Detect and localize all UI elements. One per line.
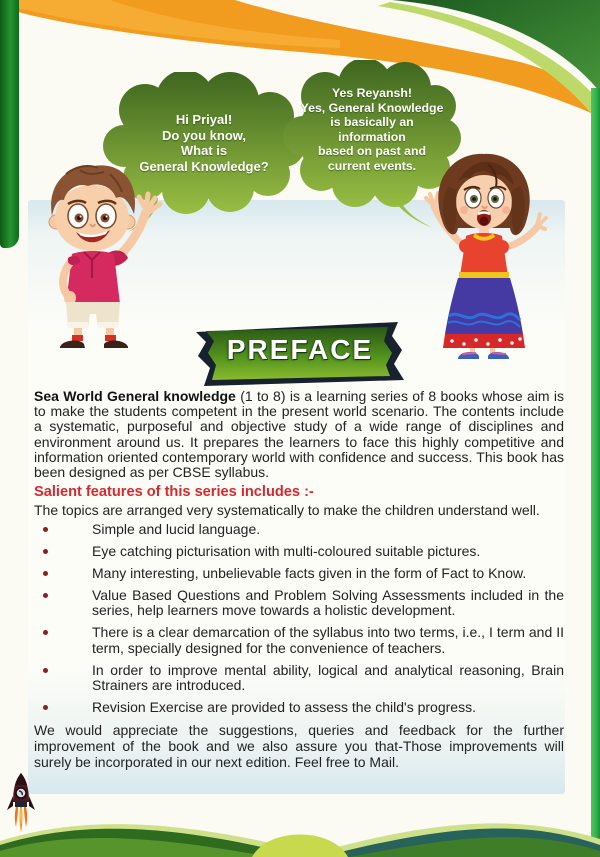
bubble-line: Hi Priyal! — [175, 112, 233, 127]
bubble-line: current events. — [327, 158, 417, 173]
boy-character-illustration — [22, 160, 172, 350]
series-title-bold: Sea World General knowledge — [34, 388, 236, 404]
list-item-text: Revision Exercise are provided to assess the child's progress. — [92, 698, 476, 715]
features-intro-line: The topics are arranged very systematically to make the children understand well. — [34, 502, 540, 519]
bullet-dot-icon — [43, 630, 48, 635]
list-item — [34, 522, 564, 537]
bubble-line: Do you know, — [161, 127, 247, 143]
list-item-text: Many interesting, unbelievable facts given in the form of Fact to Know. — [92, 565, 527, 582]
bubble-line: General Knowledge? — [139, 158, 269, 174]
bullet-dot-icon — [43, 549, 48, 554]
features-list — [34, 522, 564, 715]
list-item-text: In order to improve mental ability, logical and analytical reasoning, Brain Strainers are introduced. — [92, 661, 564, 693]
bullet-dot-icon — [43, 705, 48, 710]
intro-paragraph-text: (1 to 8) is a learning series of 8 books whose aim is to make the students competent in the present world scenario. The contents include a systematic, purposeful and objective study of a wide range of disciplines and environment around us. It prepares the learners to face this highly competitive and information oriented contemporary world with confidence and success. This book has been designed as per CBSE syllabus. — [34, 388, 565, 481]
list-item — [34, 700, 564, 715]
list-item-text: Eye catching picturisation with multi-coloured suitable pictures. — [92, 543, 481, 560]
bullet-dot-icon — [43, 571, 48, 576]
salient-features-heading: Salient features of this series includes :- — [34, 484, 314, 501]
bubble-line: Yes, General Knowledge — [300, 100, 444, 115]
right-edge-green-band — [591, 88, 600, 857]
intro-paragraph — [34, 389, 564, 480]
bubble-line: based on past and — [318, 144, 426, 159]
bubble-line: is basically an — [330, 115, 414, 130]
list-item-text: Value Based Questions and Problem Solving Assessments included in the series, help learners move towards a holistic development. — [92, 586, 564, 619]
bubble-line: information — [338, 129, 406, 144]
bubble-line: What is — [180, 143, 228, 158]
bullet-dot-icon — [43, 527, 48, 532]
list-item — [34, 566, 564, 581]
bubble-line: Yes Reyansh! — [332, 86, 412, 100]
list-item-text: Simple and lucid language. — [92, 521, 261, 538]
closing-paragraph: We would appreciate the suggestions, queries and feedback for the further improvement of the book and we also assure you that-Those improvements will surely be incorporated in our next edition. Feel free to Mail. — [34, 721, 564, 770]
list-item — [34, 663, 564, 694]
bottom-hills-decoration — [0, 815, 600, 857]
preface-title: PREFACE — [226, 334, 374, 365]
bullet-dot-icon — [43, 593, 48, 598]
list-item-text: There is a clear demarcation of the syllabus into two terms, i.e., I term and II term, specially designed for the convenience of teachers. — [92, 624, 564, 656]
list-item — [34, 588, 564, 619]
preface-banner — [188, 318, 412, 390]
bullet-dot-icon — [43, 668, 48, 673]
preface-text-block — [34, 389, 564, 770]
list-item — [34, 625, 564, 656]
list-item — [34, 544, 564, 559]
girl-character-illustration — [418, 148, 550, 360]
left-edge-green-band — [0, 0, 19, 248]
